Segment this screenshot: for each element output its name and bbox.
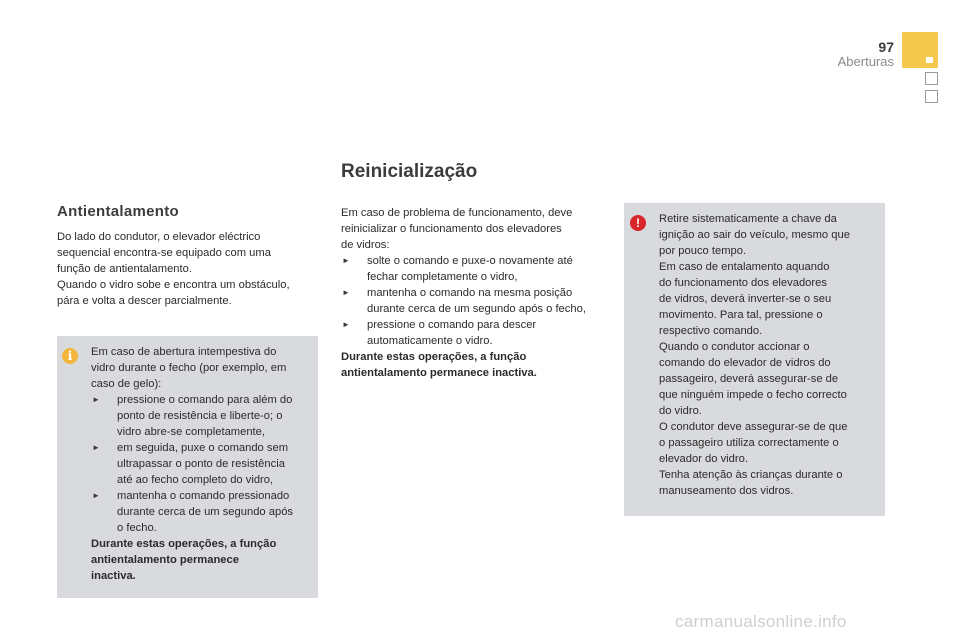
warning-line: manuseamento dos vidros. xyxy=(659,485,794,497)
info-intro-line: vidro durante o fecho (por exemplo, em xyxy=(91,362,287,374)
reset-conclusion-line: antientalamento permanece inactiva. xyxy=(341,367,537,379)
warning-line: de vidros, deverá inverter-se o seu xyxy=(659,293,832,305)
bullet-icon: ► xyxy=(92,443,100,452)
reset-intro-line: Em caso de problema de funcionamento, deve xyxy=(341,207,573,219)
bullet-line: pressione o comando para descer xyxy=(367,319,537,331)
body-line: função de antientalamento. xyxy=(57,263,192,275)
body-line: Quando o vidro sobe e encontra um obstáculo, xyxy=(57,279,290,291)
reset-intro-line: reinicializar o funcionamento dos elevadores xyxy=(341,223,562,235)
bullet-icon: ► xyxy=(92,491,100,500)
info-box-content xyxy=(91,344,315,584)
bullet-line: ultrapassar o ponto de resistência xyxy=(117,458,285,470)
anti-pinch-body xyxy=(57,229,317,309)
bullet-line: vidro abre-se completamente, xyxy=(117,426,265,438)
anti-pinch-title: Antientalamento xyxy=(57,203,180,220)
reset-section xyxy=(341,161,611,381)
chapter-tab xyxy=(902,32,938,68)
warning-line: elevador do vidro. xyxy=(659,453,748,465)
bullet-line: mantenha o comando na mesma posição xyxy=(367,287,573,299)
info-conclusion-line: inactiva. xyxy=(91,570,136,582)
warning-line: que ninguém impede o fecho correcto xyxy=(659,389,847,401)
info-intro-line: Em caso de abertura intempestiva do xyxy=(91,346,277,358)
warning-icon: ! xyxy=(630,215,646,231)
bullet-line: ponto de resistência e liberte-o; o xyxy=(117,410,283,422)
bullet-icon: ► xyxy=(92,395,100,404)
warning-line: Retire sistematicamente a chave da xyxy=(659,213,837,225)
list-item xyxy=(341,285,611,317)
bullet-line: durante cerca de um segundo após xyxy=(117,506,294,518)
reset-intro-line: de vidros: xyxy=(341,239,390,251)
info-box xyxy=(57,336,318,598)
chapter-tab-outline-1 xyxy=(925,72,938,85)
bullet-icon: ► xyxy=(342,320,350,329)
warning-line: comando do elevador de vidros do xyxy=(659,357,831,369)
bullet-line: pressione o comando para além do xyxy=(117,394,293,406)
warning-line: passageiro, deverá assegurar-se de xyxy=(659,373,839,385)
body-line: pára e volta a descer parcialmente. xyxy=(57,295,232,307)
tab-marker xyxy=(926,57,933,63)
page-number: 97 xyxy=(878,39,894,55)
bullet-line: automaticamente o vidro. xyxy=(367,335,493,347)
chapter-tab-outline-2 xyxy=(925,90,938,103)
warning-line: o passageiro utiliza correctamente o xyxy=(659,437,839,449)
watermark: carmanualsonline.info xyxy=(675,612,847,631)
warning-line: do vidro. xyxy=(659,405,702,417)
bullet-line: mantenha o comando pressionado xyxy=(117,490,290,502)
info-conclusion-line: Durante estas operações, a função xyxy=(91,538,277,550)
warning-line: Tenha atenção às crianças durante o xyxy=(659,469,843,481)
bullet-icon: ► xyxy=(342,256,350,265)
warning-line: Em caso de entalamento aquando xyxy=(659,261,830,273)
list-item xyxy=(341,317,611,349)
body-line: sequencial encontra-se equipado com uma xyxy=(57,247,271,259)
warning-box xyxy=(624,203,885,516)
info-bullet-list xyxy=(91,392,315,536)
info-intro-line: caso de gelo): xyxy=(91,378,162,390)
reset-conclusion-line: Durante estas operações, a função xyxy=(341,351,527,363)
info-conclusion-line: antientalamento permanece xyxy=(91,554,239,566)
reset-title: Reinicialização xyxy=(341,161,478,182)
bullet-line: até ao fecho completo do vidro, xyxy=(117,474,274,486)
anti-pinch-section xyxy=(57,203,317,309)
info-icon: i xyxy=(62,348,78,364)
warning-line: ignição ao sair do veículo, mesmo que xyxy=(659,229,850,241)
reset-bullet-list xyxy=(341,253,611,349)
warning-line: respectivo comando. xyxy=(659,325,763,337)
bullet-icon: ► xyxy=(342,288,350,297)
list-item xyxy=(91,440,315,488)
warning-line: movimento. Para tal, pressione o xyxy=(659,309,823,321)
body-line: Do lado do condutor, o elevador eléctrico xyxy=(57,231,261,243)
reset-body xyxy=(341,205,611,381)
list-item xyxy=(91,488,315,536)
list-item xyxy=(341,253,611,285)
warning-line: Quando o condutor accionar o xyxy=(659,341,810,353)
warning-line: por pouco tempo. xyxy=(659,245,747,257)
list-item xyxy=(91,392,315,440)
bullet-line: fechar completamente o vidro, xyxy=(367,271,518,283)
warning-box-content xyxy=(659,211,881,499)
warning-line: O condutor deve assegurar-se de que xyxy=(659,421,848,433)
section-label: Aberturas xyxy=(837,54,894,69)
warning-line: do funcionamento dos elevadores xyxy=(659,277,827,289)
bullet-line: o fecho. xyxy=(117,522,157,534)
bullet-line: solte o comando e puxe-o novamente até xyxy=(367,255,573,267)
bullet-line: em seguida, puxe o comando sem xyxy=(117,442,289,454)
bullet-line: durante cerca de um segundo após o fecho, xyxy=(367,303,586,315)
